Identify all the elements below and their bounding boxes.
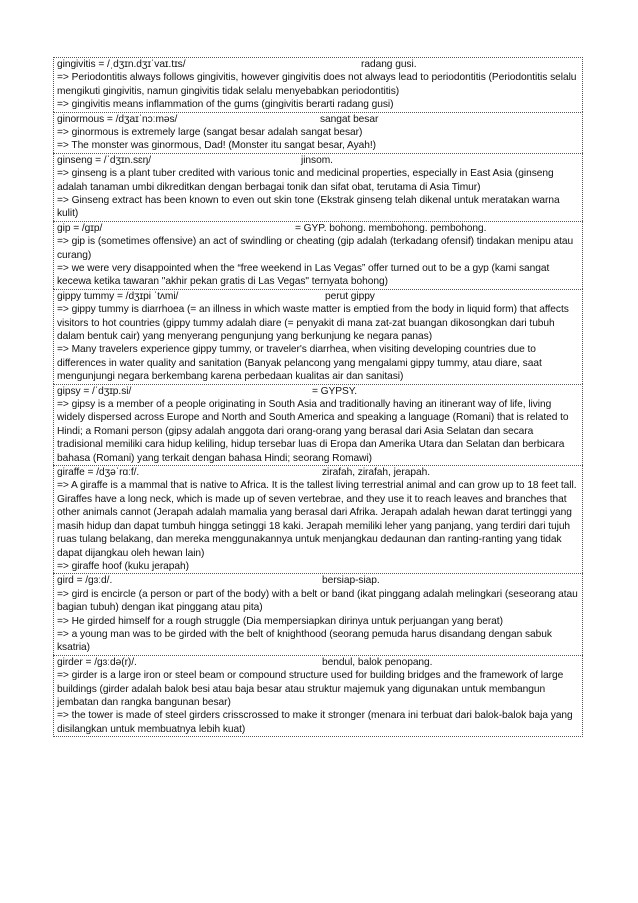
entry-line: => The monster was ginormous, Dad! (Monster itu sangat besar, Ayah!) [57,140,376,152]
entry-headword: giraffe = /dʒəˈrɑːf/. [57,467,140,479]
entry-gingivitis [53,57,583,112]
entry-headword: gip = /gɪp/ [57,222,103,234]
entry-line: => we were very disappointed when the “free weekend in Las Vegas” offer turned out to be a gyp (kami sangat kecewa ketika tawaran "akhir pekan gratis di Las Vegas" ternyata bohong) [57,263,550,288]
entry-headword: gird = /gɜːd/. [57,575,113,587]
entry-line: => a young man was to be girded with the belt of knighthood (seorang pemuda harus disandang dengan sabuk ksatria) [57,628,552,654]
entry-headline [57,385,580,398]
entry-gipsy [53,384,583,465]
entry-line: => gippy tummy is diarrhoea (= an illness in which waste matter is emptied from the body in liquid form) that affects visitors to hot countries (gippy tummy adalah diare (= penyakit di mana zat-zat buangan dikosongkan dari tubuh dalam bentuk cair) yang menyerang pengunjung yang berkunjung ke negara panas) [57,304,569,343]
entry-line: => A giraffe is a mammal that is native to Africa. It is the tallest living terrestrial animal and can grow up to 18 feet tall. Giraffes have a long neck, which is made up of seven vertebrae, and they use it to reach leaves and branches that other animals cannot (Jerapah adalah mamalia yang berasal dari Afrika. Jerapah adalah hewan darat tertinggi yang masih hidup dan dapat tumbuh hingga setinggi 18 kaki. Jerapah memiliki leher yang panjang, yang terdiri dari tujuh ruas tulang belakang, dan mereka menggunakannya untuk menjangkau dedaunan dan ranting-ranting yang tidak dapat dijangkau oleh hewan lain) [57,480,577,559]
entry-line: => gip is (sometimes offensive) an act of swindling or cheating (gip adalah (terkadang ofensif) tindakan menipu atau curang) [57,236,574,261]
entry-line: => gipsy is a member of a people originating in South Asia and traditionally having an itinerant way of life, living widely dispersed across Europe and North and South America and speaking a language (Romani) that is related to Hindi; a Romani person (gipsy adalah anggota dari orang-orang yang berasal dari Asia Selatan dan secara tradisional memiliki cara hidup keliling, hidup tersebar luas di Eropa dan Amerika Utara dan Selatan dan berbicara bahasa (Romani) yang terkait dengan bahasa Hindi; seorang Romawi) [57,399,569,464]
entry-line: => giraffe hoof (kuku jerapah) [57,560,189,572]
entry-line: => gingivitis means inflammation of the gums (gingivitis berarti radang gusi) [57,99,394,111]
entry-translation: perut gippy [325,290,375,302]
entry-gird [53,573,583,654]
entry-headword: girder = /gɜːdə(r)/. [57,656,137,668]
entry-translation: radang gusi. [361,59,417,70]
entry-translation: = GYPSY. [312,385,357,397]
entry-giraffe [53,465,583,573]
entry-translation: jinsom. [301,154,333,166]
entry-headline [57,113,580,126]
entry-ginormous [53,112,583,153]
entry-translation: zirafah, zirafah, jerapah. [322,467,430,479]
dictionary-page [53,57,583,737]
entry-headword: gippy tummy = /dʒɪpi ˈtʌmi/ [57,290,179,302]
entry-translation: bersiap-siap. [322,575,380,587]
entry-translation: sangat besar [320,113,379,125]
entry-headline [57,466,580,479]
entry-line: => girder is a large iron or steel beam or compound structure used for building bridges and the framework of large buildings (girder adalah balok besi atau baja besar atau struktur majemuk yang digunakan untuk membangun jembatan dan rangka bangunan besar) [57,670,564,708]
entry-headline [57,656,580,669]
entry-line: => Many travelers experience gippy tummy, or traveler's diarrhea, when visiting developing countries due to differences in water quality and sanitation (Banyak pelancong yang mengalami gippy tummy, atau diare, saat mengunjungi negara berkembang karena perbedaan kualitas air dan sanitasi) [57,344,542,383]
entry-headline [57,574,580,587]
entry-line: => Ginseng extract has been known to even out skin tone (Ekstrak ginseng telah dikenal untuk meratakan warna kulit) [57,195,560,220]
entry-translation: = GYP. bohong. membohong. pembohong. [295,222,487,234]
entry-headword: gingivitis = /ˌdʒɪn.dʒɪˈvaɪ.tɪs/ [57,59,186,70]
entry-ginseng [53,153,583,221]
entry-line: => ginormous is extremely large (sangat besar adalah sangat besar) [57,127,363,138]
entry-line: => ginseng is a plant tuber credited with various tonic and medicinal properties, especially in East Asia (ginseng adalah tanaman umbi dikreditkan dengan berbagai tonik dan sifat obat, terutama di Asia Timur) [57,168,554,193]
entry-line: => He girded himself for a rough struggle (Dia mempersiapkan dirinya untuk perjuangan yang berat) [57,615,503,627]
entry-headline [57,290,580,303]
entry-line: => Periodontitis always follows gingivitis, however gingivitis does not always lead to periodontitis (Periodontitis selalu mengikuti gingivitis, namun gingivitis tidak selalu menyebabkan periodontitis) [57,72,577,97]
entry-girder [53,655,583,737]
entry-headline [57,222,580,235]
entry-gip [53,221,583,289]
entry-headword: ginormous = /dʒaɪˈnɔːməs/ [57,113,178,125]
entry-headword: gipsy = /ˈdʒɪp.si/ [57,385,132,397]
entry-headline [57,154,580,167]
entry-headline [57,58,580,71]
entry-line: => the tower is made of steel girders crisscrossed to make it stronger (menara ini terbuat dari balok-balok baja yang disilangkan untuk membuatnya lebih kuat) [57,710,573,735]
entry-line: => gird is encircle (a person or part of the body) with a belt or band (ikat pinggang adalah melingkari (seseorang atau bagian tubuh) dengan ikat pinggang atau pita) [57,588,578,614]
entry-translation: bendul, balok penopang. [322,656,433,668]
entry-headword: ginseng = /ˈdʒɪn.sɛŋ/ [57,154,152,166]
entry-gippy-tummy [53,289,583,384]
